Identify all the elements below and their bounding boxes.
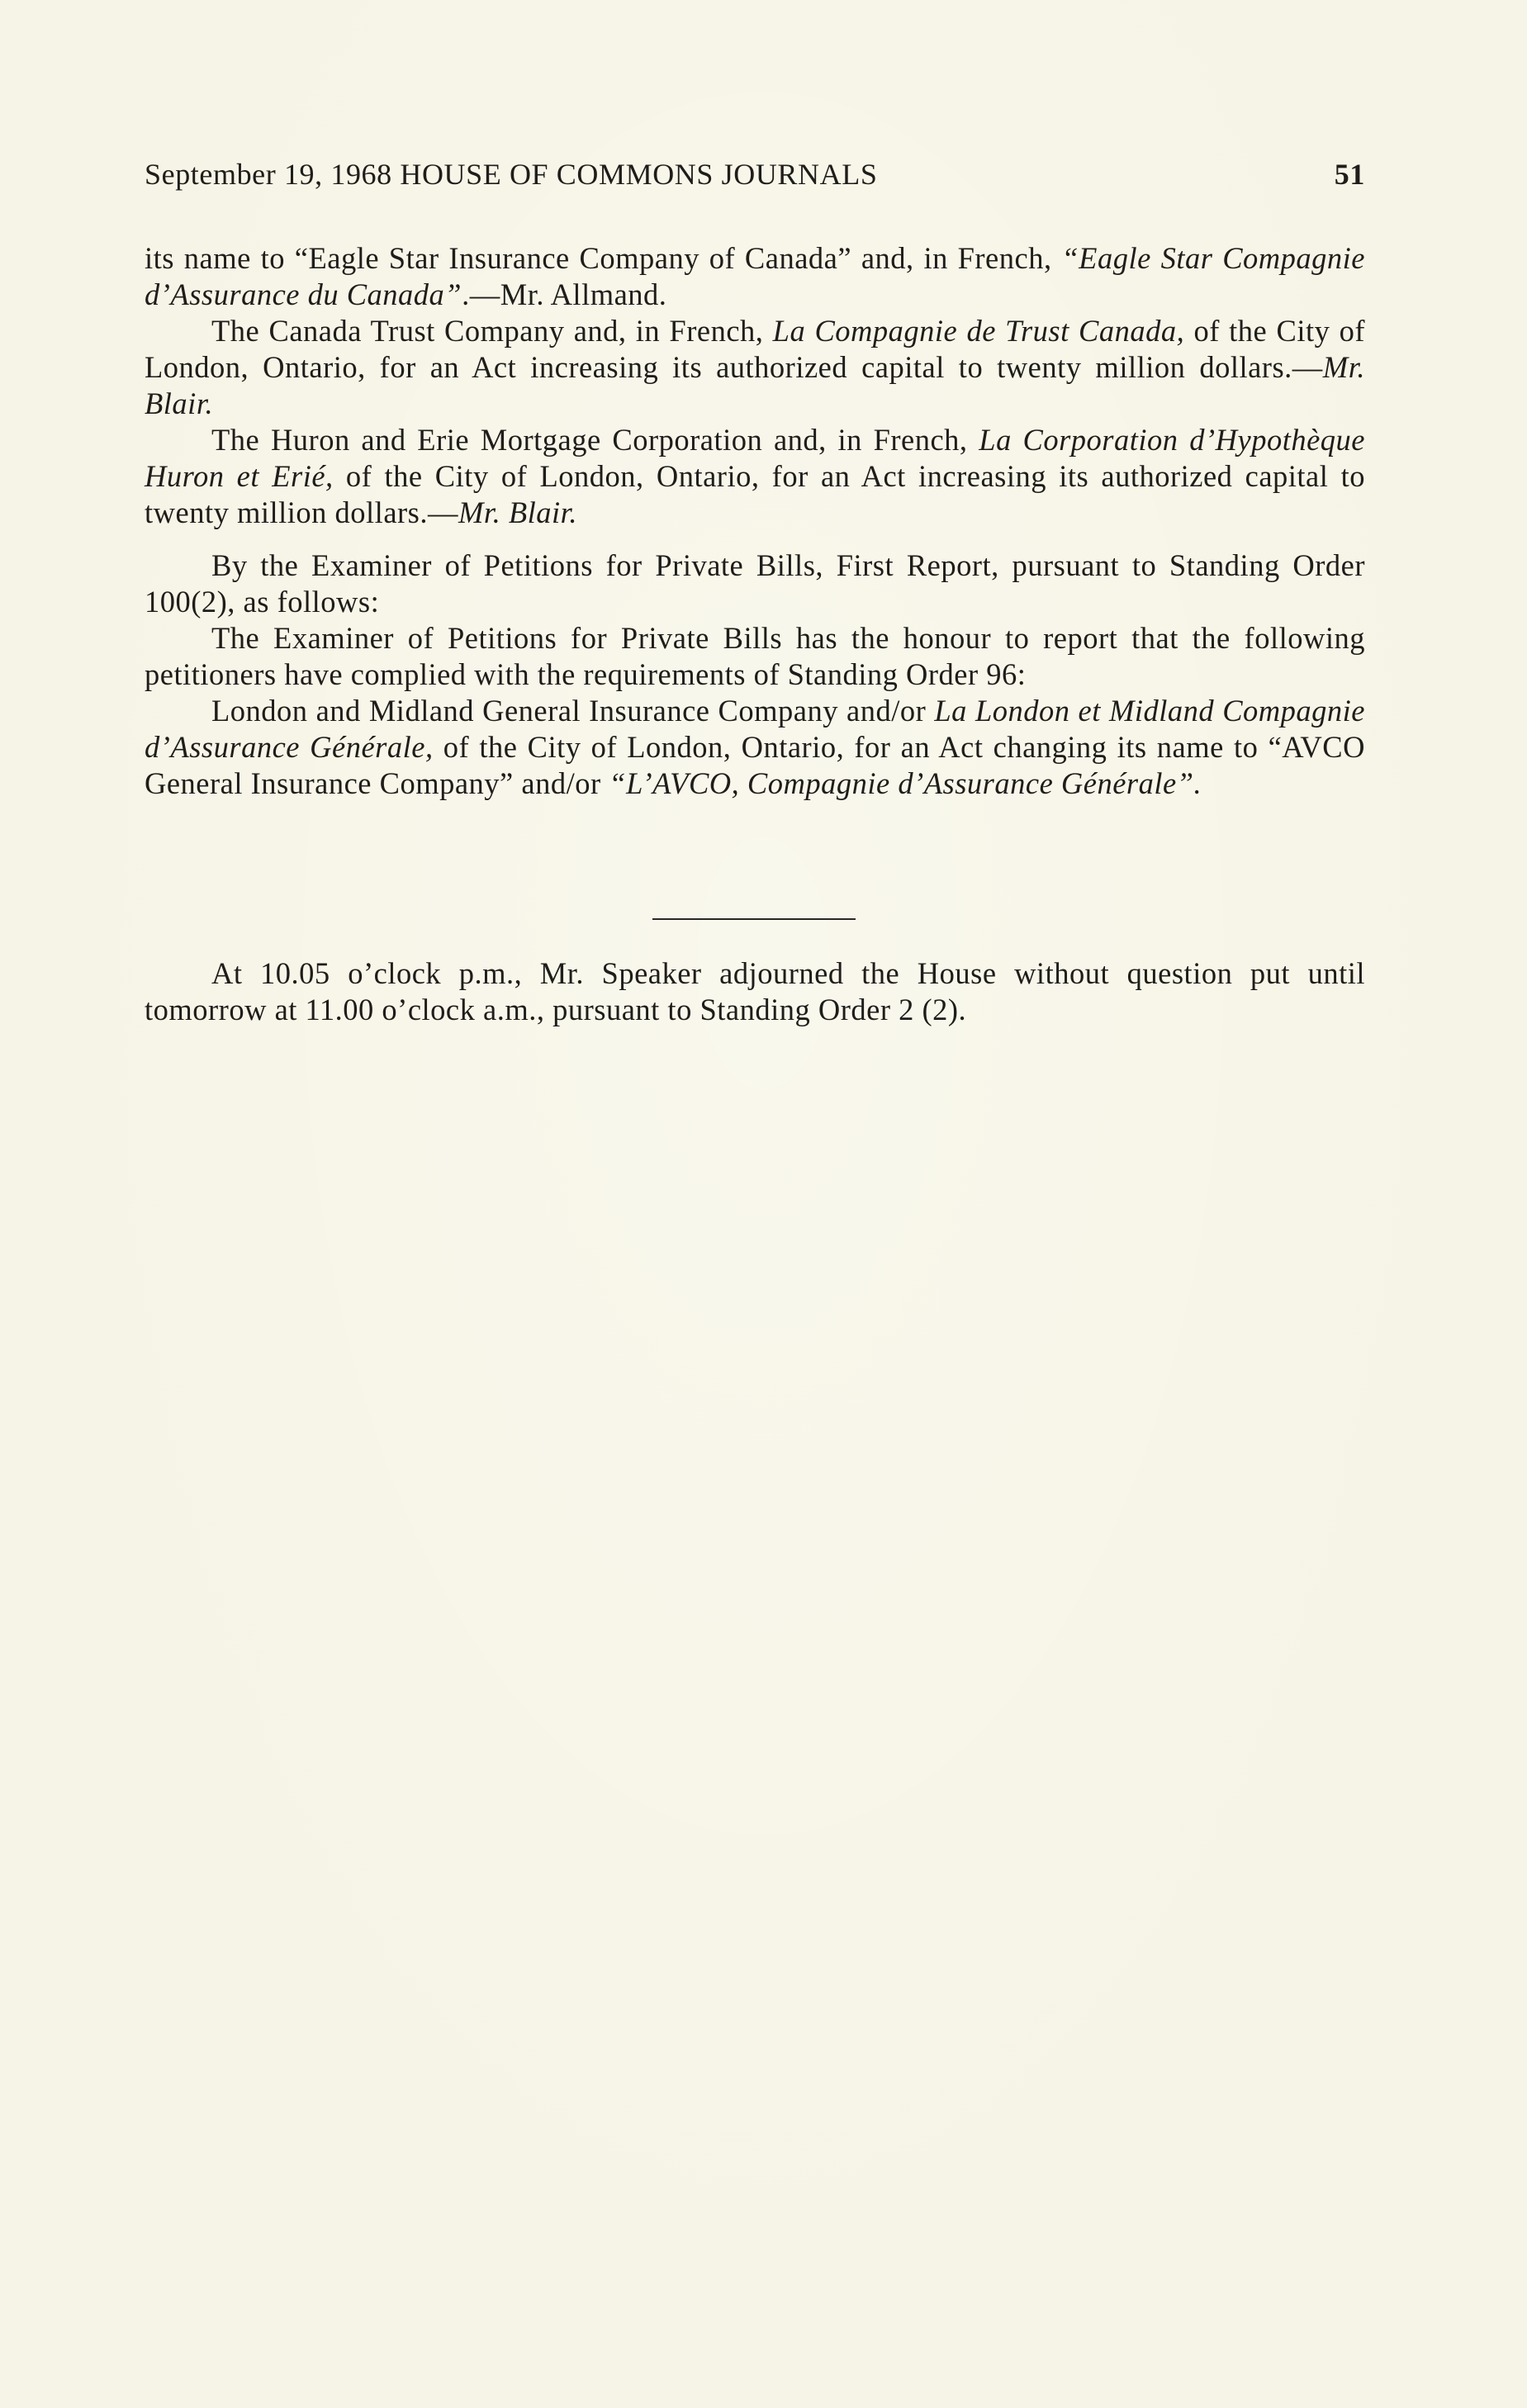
page-number: 51 xyxy=(1334,158,1365,191)
journal-body xyxy=(145,240,1365,802)
paragraph-text: The Huron and Erie Mortgage Corporation and, in French, xyxy=(211,423,979,457)
page-header xyxy=(145,154,1365,195)
paragraph-text: of the City of London, Ontario, for an Act increasing its authorized capital to twenty million dollars.— xyxy=(145,459,1365,529)
paragraph-italic-text: “L’AVCO, Compagnie d’Assurance Générale”. xyxy=(609,766,1202,800)
paragraph-text: The Examiner of Petitions for Private Bills has the honour to report that the following petitioners have complied with the requirements of Standing Order 96: xyxy=(145,621,1365,691)
adjournment-section xyxy=(145,955,1365,1028)
paragraph-eagle-star xyxy=(145,240,1365,313)
paragraph-huron-erie xyxy=(145,422,1365,531)
paragraph-text: its name to “Eagle Star Insurance Company of Canada” and, in French, xyxy=(145,241,1062,275)
paragraph-text: of the City of London, Ontario, for an Act increasing its authorized capital to twenty million dollars.— xyxy=(145,314,1366,384)
paragraph-italic-text: Mr. Blair. xyxy=(458,495,577,529)
paragraph-italic-text: La Corporation d’Hypothèque Huron et Erié, xyxy=(145,423,1365,493)
paragraph-text: The Canada Trust Company and, in French, xyxy=(211,314,773,348)
paragraph-text: of the City of London, Ontario, for an Act changing its name to “AVCO General Insurance Company” and/or xyxy=(145,730,1365,800)
paragraph-text: At 10.05 o’clock p.m., Mr. Speaker adjourned the House without question put until tomorrow at 11.00 o’clock a.m., pursuant to Standing Order 2 (2). xyxy=(145,956,1365,1026)
paragraph-canada-trust xyxy=(145,313,1365,422)
paragraph-text: By the Examiner of Petitions for Private Bills, First Report, pursuant to Standing Order 100(2), as follows: xyxy=(145,548,1365,619)
paragraph-italic-text: Mr. Blair. xyxy=(145,350,1365,420)
paragraph-text: London and Midland General Insurance Company and/or xyxy=(211,694,935,728)
paragraph-italic-text: La Compagnie de Trust Canada, xyxy=(772,314,1185,348)
paragraph-italic-text: “Eagle Star Compagnie d’Assurance du Canada” xyxy=(145,241,1366,311)
paragraph-examiner-statement xyxy=(145,620,1365,693)
paragraph-adjournment xyxy=(145,955,1365,1028)
paragraph-london-midland xyxy=(145,693,1365,802)
section-divider xyxy=(652,918,856,920)
paragraph-italic-text: La London et Midland Compagnie d’Assurance Générale, xyxy=(145,694,1365,764)
paragraph-examiner-report xyxy=(145,547,1365,620)
paragraph-text: .—Mr. Allmand. xyxy=(462,277,667,311)
running-head: September 19, 1968 HOUSE OF COMMONS JOURNALS xyxy=(145,158,878,191)
